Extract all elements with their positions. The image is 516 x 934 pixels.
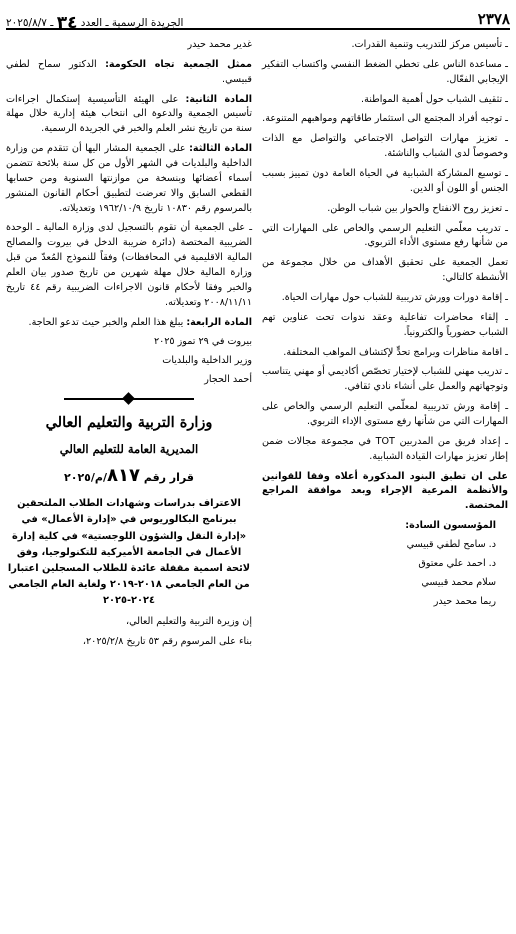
objective-item: ـ توجيه أفراد المجتمع الى استثمار طاقاتهم ومواهبهم المتنوعة. [262, 113, 508, 125]
decision-number [6, 462, 252, 490]
issue-number: ٣٤ [56, 13, 78, 33]
article-3 [6, 142, 252, 216]
article-4-label: المادة الرابعة: [186, 316, 252, 328]
directorate-heading: المديرية العامة للتعليم العالي [59, 441, 199, 456]
activity-item: ـ إقامة دورات وورش تدريبية للشباب حول مهارات الحياة. [281, 292, 508, 304]
issue-date: ـ ٢٠٢٥/٨/٧ [6, 17, 54, 29]
minister-intro: إن وزيرة التربية والتعليم العالي، [125, 616, 252, 628]
article-2-label: المادة الثانية: [185, 93, 252, 105]
founder-name: د. احمد علي معتوق [418, 557, 496, 569]
founders-title: المؤسسون السادة: [405, 520, 496, 532]
decree-reference: بناء على المرسوم رقم ٥٣ تاريخ ٢٠٢٥/٢/٨، [82, 636, 252, 648]
founders-list [262, 519, 508, 609]
ministry-heading: وزارة التربية والتعليم العالي [45, 414, 213, 432]
article-2 [6, 93, 252, 138]
objective-item: ـ مساعدة الناس على تخطي الضغط النفسي واكتساب التفكير الإيجابي الفعّال. [262, 58, 508, 85]
activity-item: ـ إلقاء محاضرات تفاعلية وعقد ندوات تحت عناوين تهم الشباب حضورياً والكترونياً. [262, 311, 508, 338]
objective-item: ـ تدريب معلّمي التعليم الرسمي والخاص على المهارات التي من شأنها رفع مستوى الأداء التربوي. [262, 222, 508, 249]
decision-suffix: /م/٢٠٢٥ [64, 471, 107, 485]
conclusion: على ان تطبق البنود المذكورة أعلاه وفقا للقوانين والأنظمة المرعية الإجراء وبعد موافقة المراجع المختصة. [262, 470, 508, 512]
decision-subject: الاعتراف بدراسات وشهادات الطلاب الملتحقين ببرنامج البكالوريوس في «إدارة الأعمال» في «إدارة النقل والشؤون اللوجستية» في كلية إدارة الأعمال في الجامعة الأميركية للتكنولوجيا، وفق لائحة اسمية مقفلة عائدة للطلاب المسجلين اعتبارا من العام الجامعي ٢٠١٨-٢٠١٩ ولغاية العام الجامعي ٢٠٢٤-٢٠٢٥ [7, 498, 251, 607]
title-prefix: الجريدة الرسمية ـ العدد [80, 17, 184, 29]
article-3-label: المادة الثالثة: [189, 143, 252, 155]
objective-item: ـ تأسيس مركز للتدريب وتنمية القدرات. [351, 39, 508, 50]
objective-item: ـ تثقيف الشباب حول أهمية المواطنة. [361, 93, 508, 105]
page-header [6, 8, 510, 33]
founder-name: غدير محمد حيدر [187, 39, 252, 50]
sign-name: أحمد الحجار [204, 374, 252, 386]
sign-date: بيروت في ٢٩ تموز ٢٠٢٥ [153, 336, 252, 348]
finance-clause: ـ على الجمعية أن تقوم بالتسجيل لدى وزارة المالية ـ الوحدة الضريبية المختصة (دائرة ضريبة الدخل في بيروت والمصالح المالية الاقليمية في المحافظات) وفقاً للنموذج المُعدّ من قبل وزارة المالية خلال مهلة شهرين من تاريخ صدور بيان العلم والخبر وفقا لأحكام قانون الاجراءات الضريبية رقم ٤٤ تاريخ ٢٠٠٨/١١/١١ وتعديلاته. [6, 222, 252, 308]
right-column [262, 38, 508, 614]
objective-item: ـ توسيع المشاركة الشبابية في الحياة العامة دون تمييز بسبب الجنس أو اللون أو الدين. [262, 168, 508, 194]
decision-digits: ٨١٧ [107, 465, 140, 487]
activity-item: ـ اقامة مناظرات وبرامج تحدٍّ لإكتشاف المواهب المختلفة. [283, 346, 508, 358]
left-column [6, 38, 252, 655]
representative [6, 58, 252, 88]
means-intro: تعمل الجمعية على تحقيق الأهداف من خلال مجموعة من الأنشطة كالتالي: [262, 257, 508, 284]
founder-name: د. سامح لطفي قبيسي [406, 539, 496, 551]
founder-name: ريما محمد حيدر [433, 595, 496, 607]
section-divider [6, 392, 252, 406]
gazette-title [6, 10, 183, 36]
page-number: ٢٣٧٨ [477, 10, 510, 28]
representative-label: ممثل الجمعية تجاه الحكومة: [105, 58, 252, 70]
representative-text: الدكتور سماح لطفي قبيسي. [6, 58, 252, 85]
decision-prefix: قرار رقم [143, 471, 194, 485]
founder-name: سلام محمد قبيسي [421, 576, 496, 588]
activity-item: ـ تدريب مهني للشباب لإختيار تخصّص أكاديمي أو مهني يتناسب وتوجهاتهم والعمل على أنشاء نادي ثقافي. [262, 366, 508, 393]
sign-title: وزير الداخلية والبلديات [162, 355, 252, 367]
objective-item: ـ تعزيز مهارات التواصل الاجتماعي والتواصل مع الذات وخصوصاً لدى الشباب والناشئة. [262, 133, 508, 160]
article-3-text: على الجمعية المشار اليها أن تتقدم من وزارة الداخلية والبلديات في الشهر الأول من كل سنة بلائحة تتضمن أسماء أعضائها وبنسخة من موازنتها السنوية ومن حسابها القطعي السابق والا تعرضت لتطبيق أحكام القانون المنشور بالمرسوم رقم ١٠٨٣٠ تاريخ ١٩٦٢/١٠/٩ وتعديلاته. [6, 143, 252, 214]
article-4 [6, 316, 252, 331]
objective-item: ـ تعزيز روح الانفتاح والحوار بين شباب الوطن. [327, 202, 508, 214]
signature-block [6, 335, 252, 388]
activity-item: ـ إقامة ورش تدريبية لمعلّمي التعليم الرسمي والخاص على المهارات التي من شأنها رفع مستوى الإداء التربوي. [262, 401, 508, 428]
article-2-text: على الهيئة التأسيسية إستكمال اجراءات تأسيس الجمعية والدعوة الى انتخاب هيئة إدارية خلال مهلة سنة من تاريخ نشر العلم والخبر في الجريدة الرسمية. [6, 93, 252, 135]
activity-item: ـ إعداد فريق من المدربين TOT في مجموعة مجالات ضمن إطار تعزيز مهارات القيادة الشبابية. [262, 435, 508, 462]
article-4-text: يبلغ هذا العلم والخبر حيث تدعو الحاجة. [28, 316, 184, 328]
